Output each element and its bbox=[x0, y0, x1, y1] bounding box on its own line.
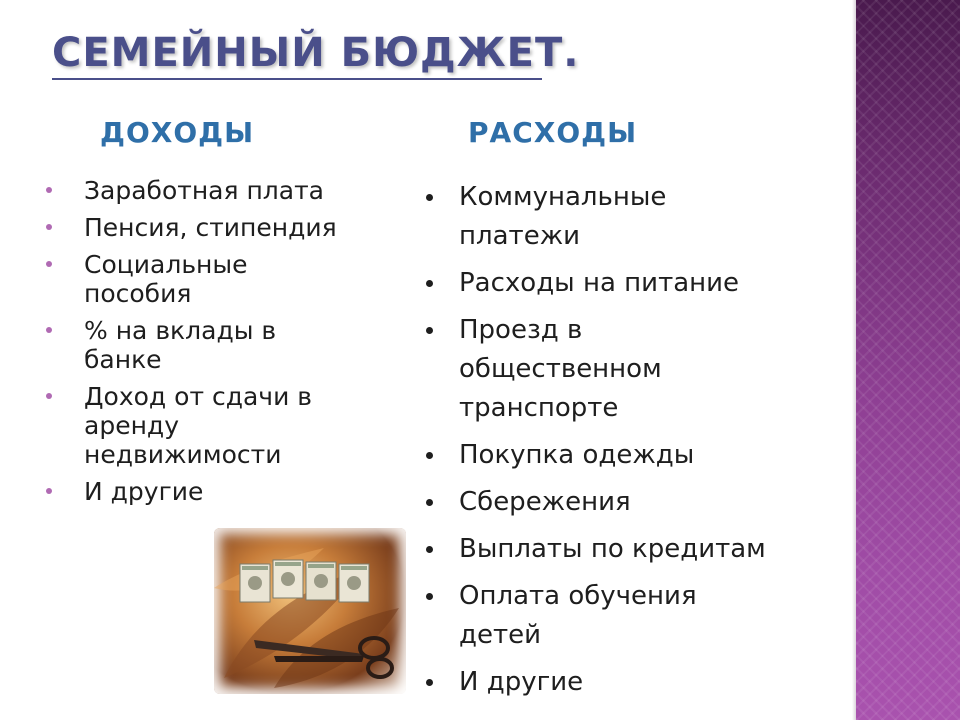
bullet-icon bbox=[426, 546, 433, 553]
expense-item-text: Коммунальные платежи bbox=[459, 182, 667, 251]
bullet-icon bbox=[46, 393, 52, 399]
expense-item-text: Выплаты по кредитам bbox=[459, 534, 766, 564]
expense-item bbox=[424, 311, 844, 428]
title-underline bbox=[52, 78, 542, 80]
income-item-text: % на вклады в банке bbox=[84, 316, 277, 374]
income-item bbox=[44, 213, 404, 242]
income-item bbox=[44, 382, 404, 469]
expenses-heading: РАСХОДЫ bbox=[468, 116, 638, 149]
income-item-text: И другие bbox=[84, 477, 204, 506]
expense-item bbox=[424, 483, 844, 522]
income-item-text: Социальные пособия bbox=[84, 250, 248, 308]
expense-item bbox=[424, 577, 844, 655]
bullet-icon bbox=[426, 499, 433, 506]
expense-item-text: Оплата обучения детей bbox=[459, 581, 697, 650]
income-item bbox=[44, 477, 404, 506]
income-item bbox=[44, 250, 404, 308]
expense-item bbox=[424, 264, 844, 303]
bullet-icon bbox=[46, 327, 52, 333]
income-list bbox=[44, 176, 404, 514]
expense-item-text: Расходы на питание bbox=[459, 268, 740, 298]
income-heading: ДОХОДЫ bbox=[100, 116, 255, 149]
bullet-icon bbox=[426, 679, 433, 686]
income-item bbox=[44, 176, 404, 205]
bullet-icon bbox=[46, 488, 52, 494]
bullet-icon bbox=[46, 224, 52, 230]
bullet-icon bbox=[426, 194, 433, 201]
income-item bbox=[44, 316, 404, 374]
bullet-icon bbox=[426, 280, 433, 287]
expense-item-text: Покупка одежды bbox=[459, 440, 695, 470]
expense-item-text: Проезд в общественном транспорте bbox=[459, 315, 662, 423]
bullet-icon bbox=[426, 593, 433, 600]
expense-item bbox=[424, 436, 844, 475]
expenses-list bbox=[424, 178, 844, 710]
money-and-scissors-image bbox=[214, 528, 406, 694]
income-item-text: Заработная плата bbox=[84, 176, 324, 205]
income-item-text: Пенсия, стипендия bbox=[84, 213, 337, 242]
slide-title: СЕМЕЙНЫЙ БЮДЖЕТ. bbox=[52, 30, 580, 76]
decorative-side-band bbox=[856, 0, 960, 720]
income-item-text: Доход от сдачи в аренду недвижимости bbox=[84, 382, 313, 469]
money-illustration-icon bbox=[214, 528, 406, 694]
expense-item-text: И другие bbox=[459, 667, 584, 697]
expense-item bbox=[424, 530, 844, 569]
expense-item bbox=[424, 663, 844, 702]
bullet-icon bbox=[426, 452, 433, 459]
bullet-icon bbox=[426, 327, 433, 334]
expense-item-text: Сбережения bbox=[459, 487, 631, 517]
bullet-icon bbox=[46, 261, 52, 267]
expense-item bbox=[424, 178, 844, 256]
bullet-icon bbox=[46, 187, 52, 193]
